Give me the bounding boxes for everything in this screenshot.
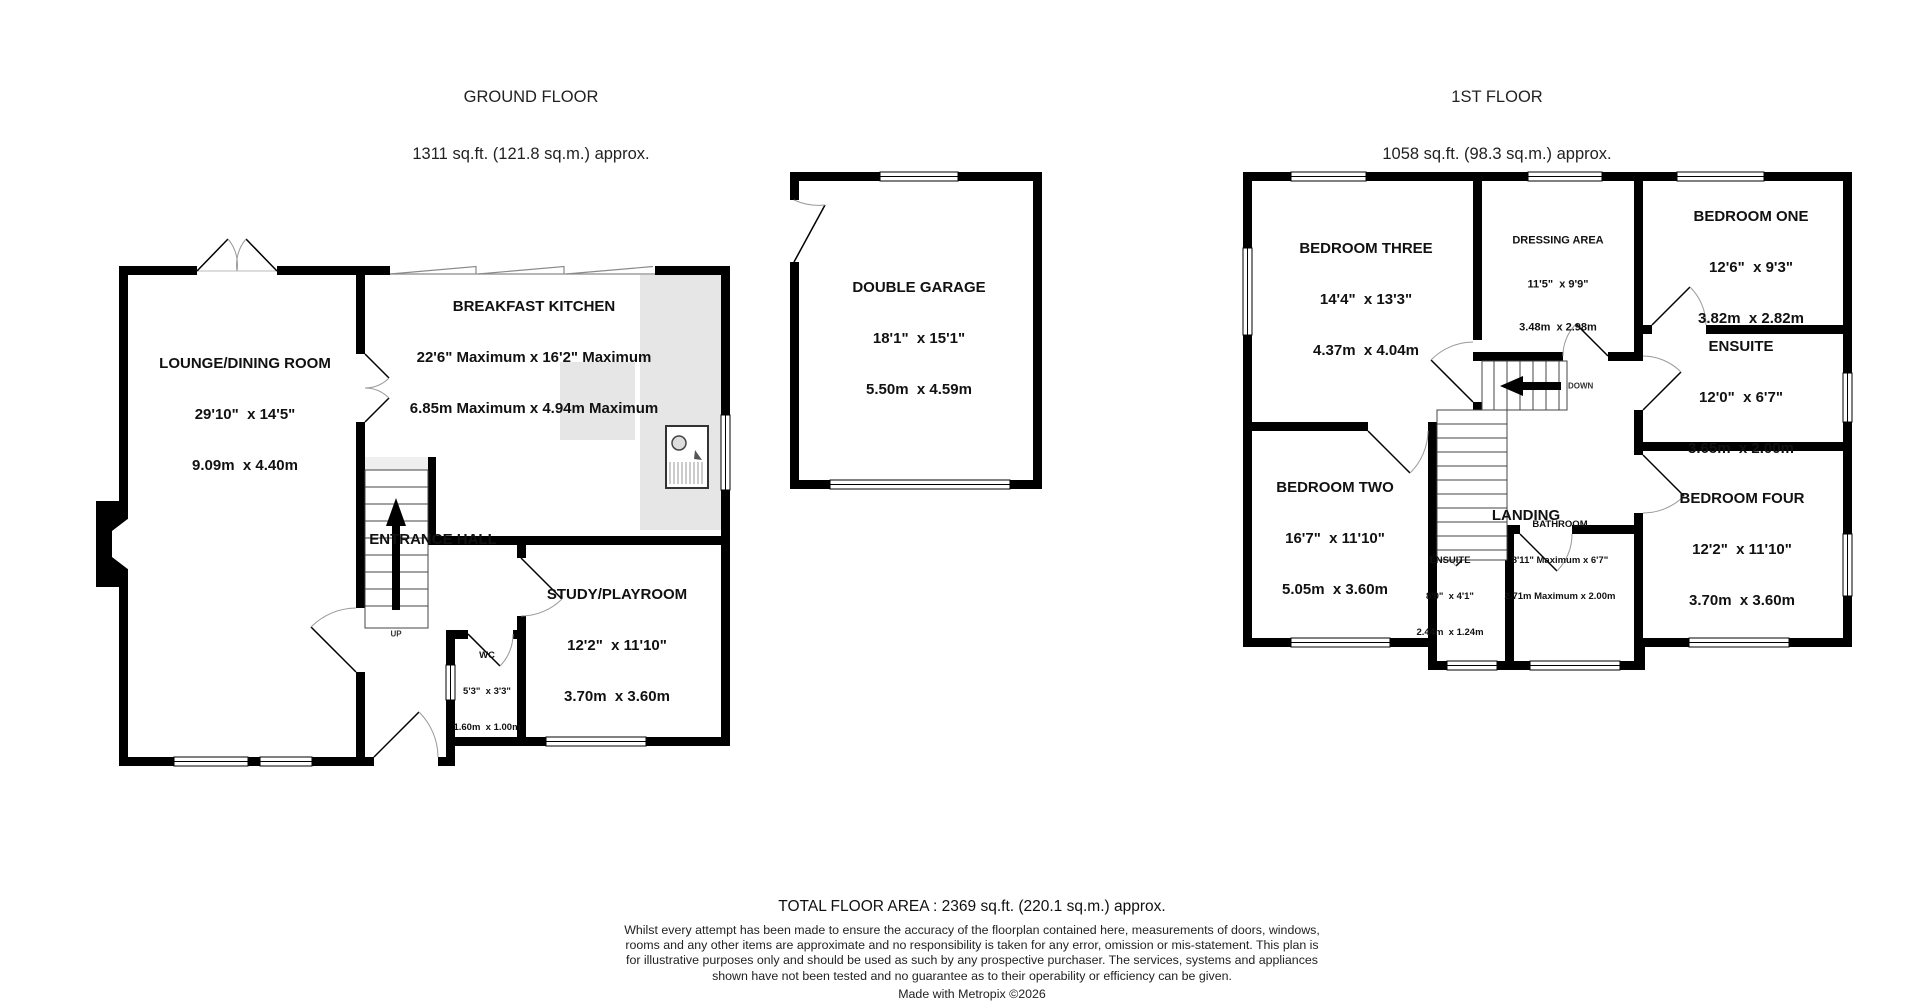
room-dims-metric: 9.09m x 4.40m xyxy=(192,457,298,474)
room-name: ENTRANCE HALL xyxy=(369,531,497,548)
room-dims-imperial: 8'11" Maximum x 6'7" xyxy=(1511,555,1609,566)
room-name: WC xyxy=(479,650,495,661)
total-floor-area: TOTAL FLOOR AREA : 2369 sq.ft. (220.1 sq.m.) approx. xyxy=(778,898,1166,915)
room-dims-metric: 3.65m x 2.00m xyxy=(1688,440,1794,457)
room-dims-imperial: 29'10" x 14'5" xyxy=(194,406,296,423)
room-label-bedroom-two xyxy=(1276,445,1394,615)
room-name: DOUBLE GARAGE xyxy=(852,279,986,296)
disclaimer-text: Whilst every attempt has been made to ensure the accuracy of the floorplan contained here, measurements of doors, windows, rooms and any other items are approximate and no responsibility is taken for any error, omission or mis-statement. This plan is for illustrative purposes only and should be used as such by any prospective purchaser. The services, systems and appliances shown have not been tested and no guarantee as to their operability or efficiency can be given. xyxy=(624,923,1320,983)
floor-title-text: 1ST FLOOR xyxy=(1451,88,1543,106)
first-floor-title xyxy=(1382,50,1611,183)
floor-area-text: 1311 sq.ft. (121.8 sq.m.) approx. xyxy=(412,145,650,163)
room-dims-metric: 4.37m x 4.04m xyxy=(1313,342,1419,359)
garage-door-opening xyxy=(830,480,1010,489)
room-dims-metric: 3.82m x 2.82m xyxy=(1698,310,1804,327)
room-dims-metric: 6.85m Maximum x 4.94m Maximum xyxy=(409,400,659,417)
stairs-down-label: DOWN xyxy=(1568,381,1594,391)
room-dims-imperial: 16'7" x 11'10" xyxy=(1285,530,1385,547)
room-dims-imperial: 14'4" x 13'3" xyxy=(1319,291,1413,308)
room-dims-metric: 5.05m x 3.60m xyxy=(1282,581,1388,598)
kitchen-sink-icon xyxy=(666,426,708,488)
room-label-kitchen xyxy=(410,264,658,434)
room-name: LOUNGE/DINING ROOM xyxy=(159,355,331,372)
room-dims-metric: 3.70m x 3.60m xyxy=(564,688,670,705)
metropix-credit: Made with Metropix ©2026 xyxy=(898,986,1046,1001)
room-dims-imperial: 12'0" x 6'7" xyxy=(1699,389,1783,406)
room-dims-imperial: 12'6" x 9'3" xyxy=(1709,259,1793,276)
room-dims-metric: 3.70m x 3.60m xyxy=(1689,592,1795,609)
room-dims-metric: 1.60m x 1.00m xyxy=(453,722,521,733)
room-dims-imperial: 12'2" x 11'10" xyxy=(1692,541,1792,558)
room-dims-imperial: 8'0" x 4'1" xyxy=(1426,591,1474,602)
room-name: STUDY/PLAYROOM xyxy=(546,586,688,603)
room-name: BEDROOM FOUR xyxy=(1679,490,1805,507)
ground-floor-title xyxy=(412,50,649,183)
room-label-lounge xyxy=(159,321,331,491)
room-dims-imperial: 11'5" x 9'9" xyxy=(1527,278,1589,290)
room-label-bathroom xyxy=(1505,495,1616,615)
room-label-garage xyxy=(852,245,985,415)
room-label-wc xyxy=(453,626,520,746)
room-dims-metric: 3.48m x 2.98m xyxy=(1519,321,1597,334)
room-dims-metric: 5.50m x 4.59m xyxy=(866,381,972,398)
room-name: ENSUITE xyxy=(1708,338,1774,355)
room-name: LANDING xyxy=(1491,507,1561,524)
floor-title-text: GROUND FLOOR xyxy=(463,88,599,106)
room-name: DRESSING AREA xyxy=(1512,234,1604,247)
room-name: BATHROOM xyxy=(1532,519,1588,530)
room-label-ensuite-main xyxy=(1688,304,1794,474)
room-label-study xyxy=(547,552,687,722)
room-dims-metric: 2.44m x 1.24m xyxy=(1416,627,1484,638)
garage-window xyxy=(880,172,958,181)
footer xyxy=(592,898,1352,1001)
room-dims-imperial: 18'1" x 15'1" xyxy=(872,330,966,347)
room-dims-imperial: 5'3" x 3'3" xyxy=(463,686,511,697)
room-name: ENSUITE xyxy=(1429,555,1471,566)
room-label-bedroom-three xyxy=(1299,206,1432,376)
room-label-ensuite-small xyxy=(1416,531,1483,651)
room-label-bedroom-four xyxy=(1680,456,1805,626)
room-dims-metric: 2.71m Maximum x 2.00m xyxy=(1504,591,1616,602)
room-dims-imperial: 12'2" x 11'10" xyxy=(567,637,667,654)
stairs-up-label: UP xyxy=(390,629,402,639)
room-name: BREAKFAST KITCHEN xyxy=(452,298,616,315)
room-name: BEDROOM TWO xyxy=(1276,479,1394,496)
floor-area-text: 1058 sq.ft. (98.3 sq.m.) approx. xyxy=(1382,145,1612,163)
room-label-entrance-hall xyxy=(369,497,497,565)
room-name: BEDROOM ONE xyxy=(1693,208,1809,225)
room-dims-imperial: 22'6" Maximum x 16'2" Maximum xyxy=(416,349,652,366)
room-label-dressing-area xyxy=(1512,205,1603,350)
garage-side-door xyxy=(794,200,825,262)
room-name: BEDROOM THREE xyxy=(1299,240,1433,257)
